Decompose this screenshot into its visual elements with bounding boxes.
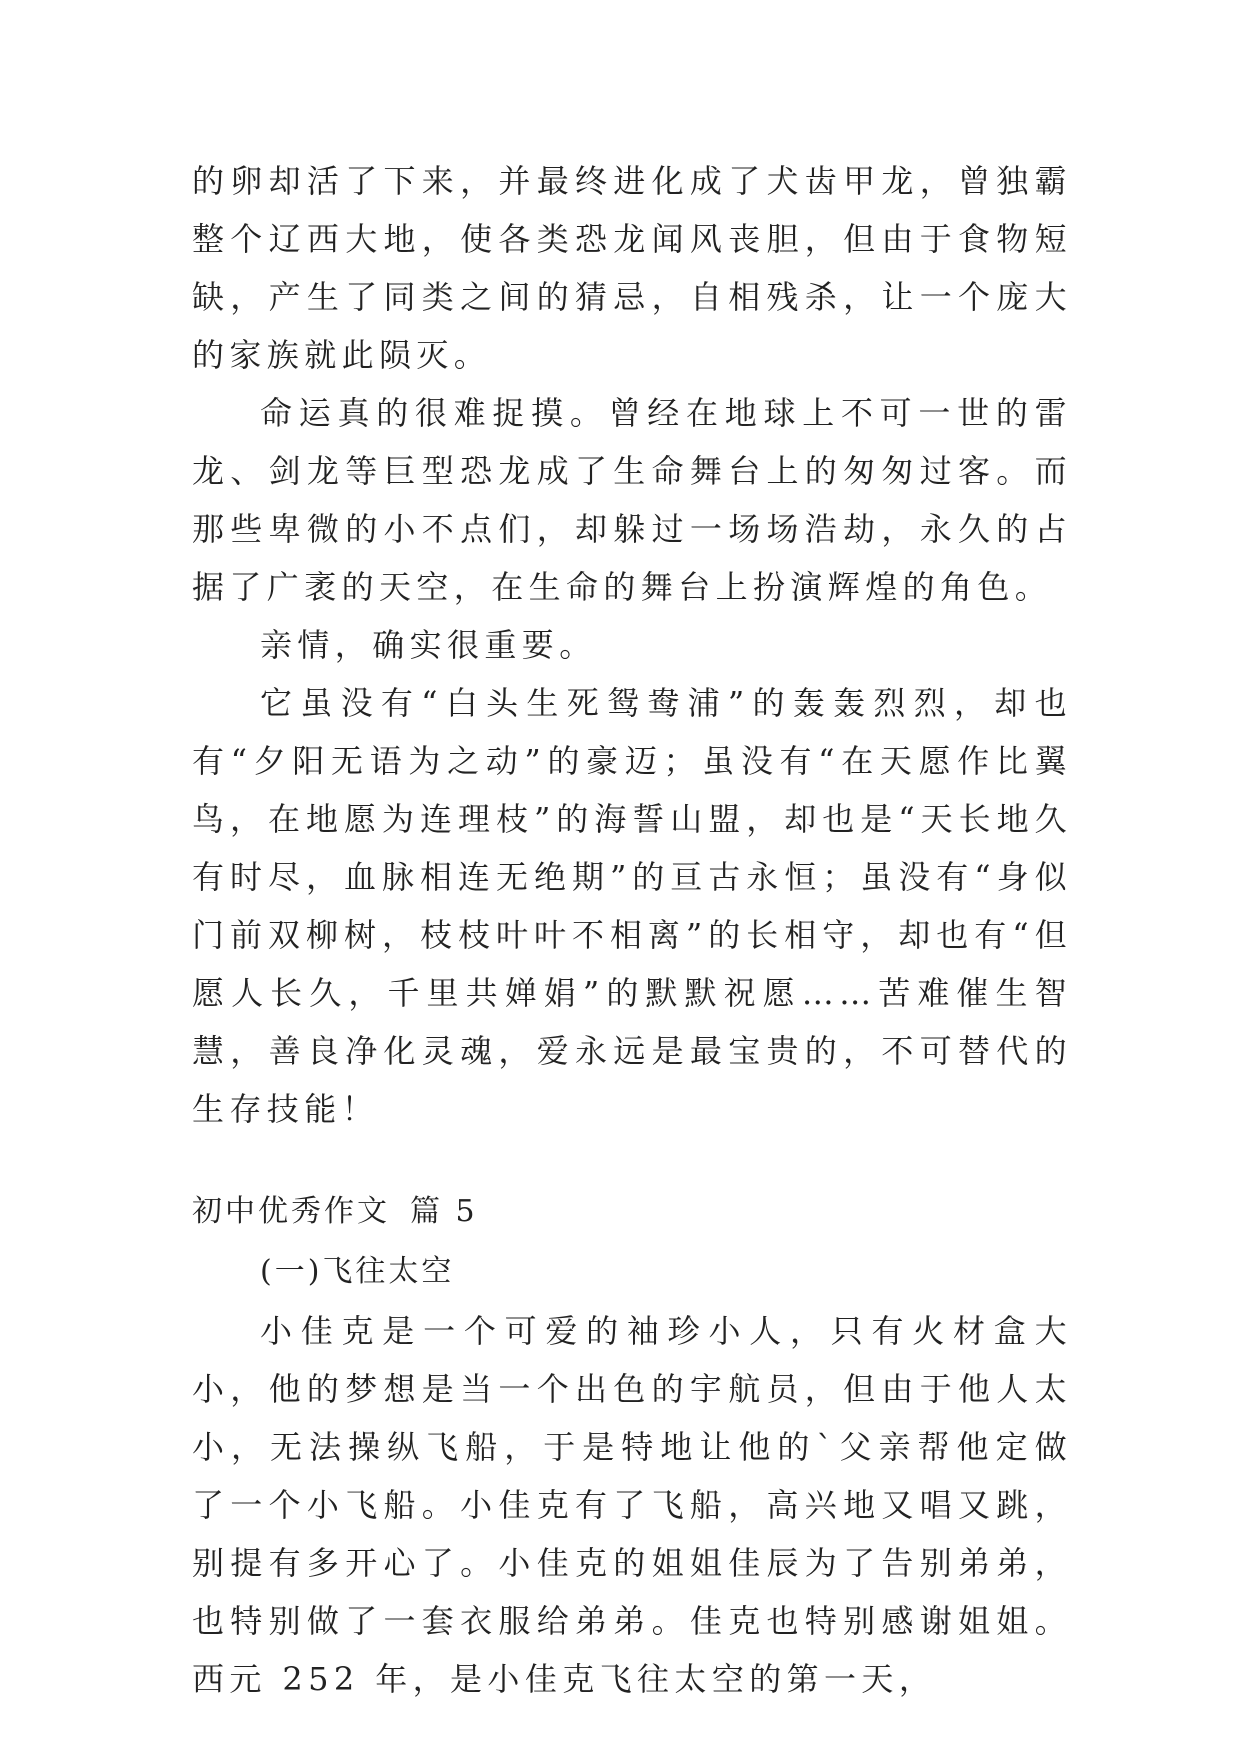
section-title: 初中优秀作文 bbox=[192, 1194, 390, 1229]
paragraph-continuation: 的卵却活了下来，并最终进化成了犬齿甲龙，曾独霸整个辽西大地，使各类恐龙闻风丧胆，但由于食物短缺，产生了同类之间的猜忌，自相残杀，让一个庞大的家族就此陨灭。 bbox=[192, 162, 1072, 374]
document-body bbox=[192, 152, 1072, 1708]
paragraph-story: 小佳克是一个可爱的袖珍小人，只有火材盒大小，他的梦想是当一个出色的宇航员，但由于他人太小，无法操纵飞船，于是特地让他的`父亲帮他定做了一个小飞船。小佳克有了飞船，高兴地又唱又跳，别提有多开心了。小佳克的姐姐佳辰为了告别弟弟，也特别做了一套衣服给弟弟。佳克也特别感谢姐姐。西元 252 年，是小佳克飞往太空的第一天， bbox=[192, 1312, 1072, 1698]
paragraph-kinship: 亲情，确实很重要。 bbox=[260, 626, 597, 664]
section-subtitle: (一)飞往太空 bbox=[260, 1254, 455, 1289]
paragraph-love: 它虽没有“白头生死鸳鸯浦”的轰轰烈烈，却也有“夕阳无语为之动”的豪迈；虽没有“在天愿作比翼鸟，在地愿为连理枝”的海誓山盟，却也是“天长地久有时尽，血脉相连无绝期”的亘古永恒；虽没有“身似门前双柳树，枝枝叶叶不相离”的长相守，却也有“但愿人长久，千里共婵娟”的默默祝愿……苦难催生智慧，善良净化灵魂，爱永远是最宝贵的，不可替代的生存技能！ bbox=[192, 684, 1072, 1128]
section-number: 篇 5 bbox=[410, 1194, 478, 1229]
section-heading bbox=[192, 1182, 1072, 1242]
paragraph-fate: 命运真的很难捉摸。曾经在地球上不可一世的雷龙、剑龙等巨型恐龙成了生命舞台上的匆匆过客。而那些卑微的小不点们，却躲过一场场浩劫，永久的占据了广袤的天空，在生命的舞台上扮演辉煌的角色。 bbox=[192, 394, 1072, 606]
